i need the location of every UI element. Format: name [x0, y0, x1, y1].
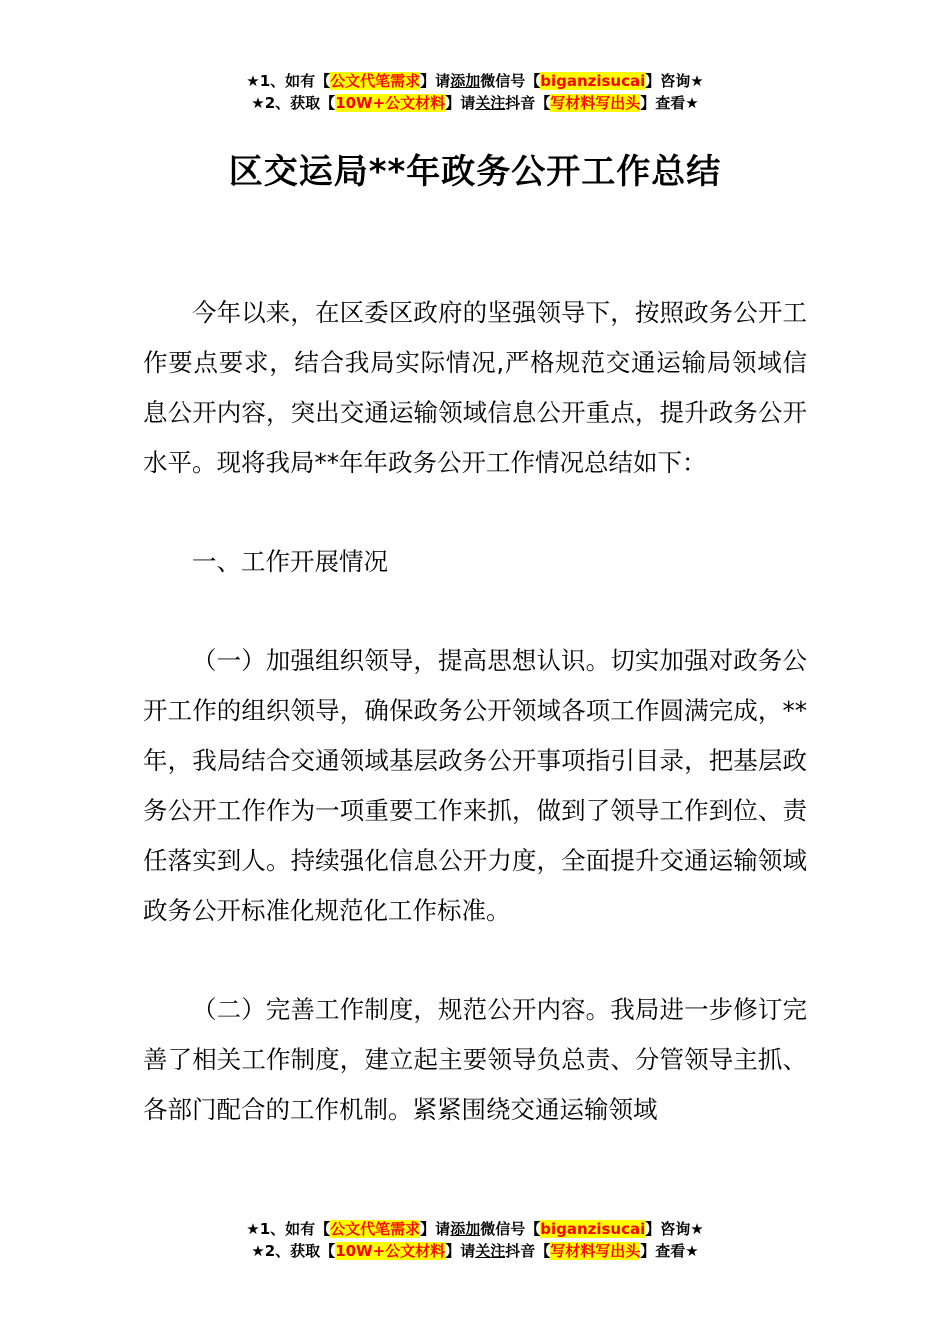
- banner-line-1: ★1、如有【公文代笔需求】请添加微信号【biganzisucai】咨询★: [246, 72, 704, 90]
- banner-line-1: ★1、如有【公文代笔需求】请添加微信号【biganzisucai】咨询★: [246, 1220, 704, 1238]
- highlight-wechat-id: biganzisucai: [540, 1220, 646, 1238]
- banner-line-2: ★2、获取【10W+公文材料】请关注抖音【写材料写出头】查看★: [251, 94, 699, 112]
- document-body: [143, 288, 807, 1184]
- highlight-service: 公文代笔需求: [330, 72, 421, 90]
- paragraph-section-1-2: （二）完善工作制度，规范公开内容。我局进一步修订完善了相关工作制度，建立起主要领导负总责、分管领导主抓、各部门配合的工作机制。紧紧围绕交通运输领域: [143, 995, 807, 1124]
- highlight-materials: 10W+公文材料: [335, 94, 446, 112]
- highlight-wechat-id: biganzisucai: [540, 72, 646, 90]
- paragraph-intro: 今年以来，在区委区政府的坚强领导下，按照政务公开工作要点要求，结合我局实际情况,严格规范交通运输局领域信息公开内容，突出交通运输领域信息公开重点，提升政务公开水平。现将我局**年年政务公开工作情况总结如下：: [143, 298, 807, 477]
- section-heading-1: 一、工作开展情况: [192, 547, 388, 576]
- highlight-douyin-account: 写材料写出头: [550, 94, 641, 112]
- highlight-service: 公文代笔需求: [330, 1220, 421, 1238]
- document-title: 区交运局**年政务公开工作总结: [228, 152, 722, 192]
- banner-line-2: ★2、获取【10W+公文材料】请关注抖音【写材料写出头】查看★: [251, 1242, 699, 1260]
- highlight-douyin-account: 写材料写出头: [550, 1242, 641, 1260]
- highlight-materials: 10W+公文材料: [335, 1242, 446, 1260]
- top-banner: [0, 70, 950, 114]
- bottom-banner: [0, 1218, 950, 1262]
- paragraph-section-1-1: （一）加强组织领导，提高思想认识。切实加强对政务公开工作的组织领导，确保政务公开领域各项工作圆满完成，**年，我局结合交通领域基层政务公开事项指引目录，把基层政务公开工作作为一项重要工作来抓，做到了领导工作到位、责任落实到人。持续强化信息公开力度，全面提升交通运输领域政务公开标准化规范化工作标准。: [143, 646, 807, 925]
